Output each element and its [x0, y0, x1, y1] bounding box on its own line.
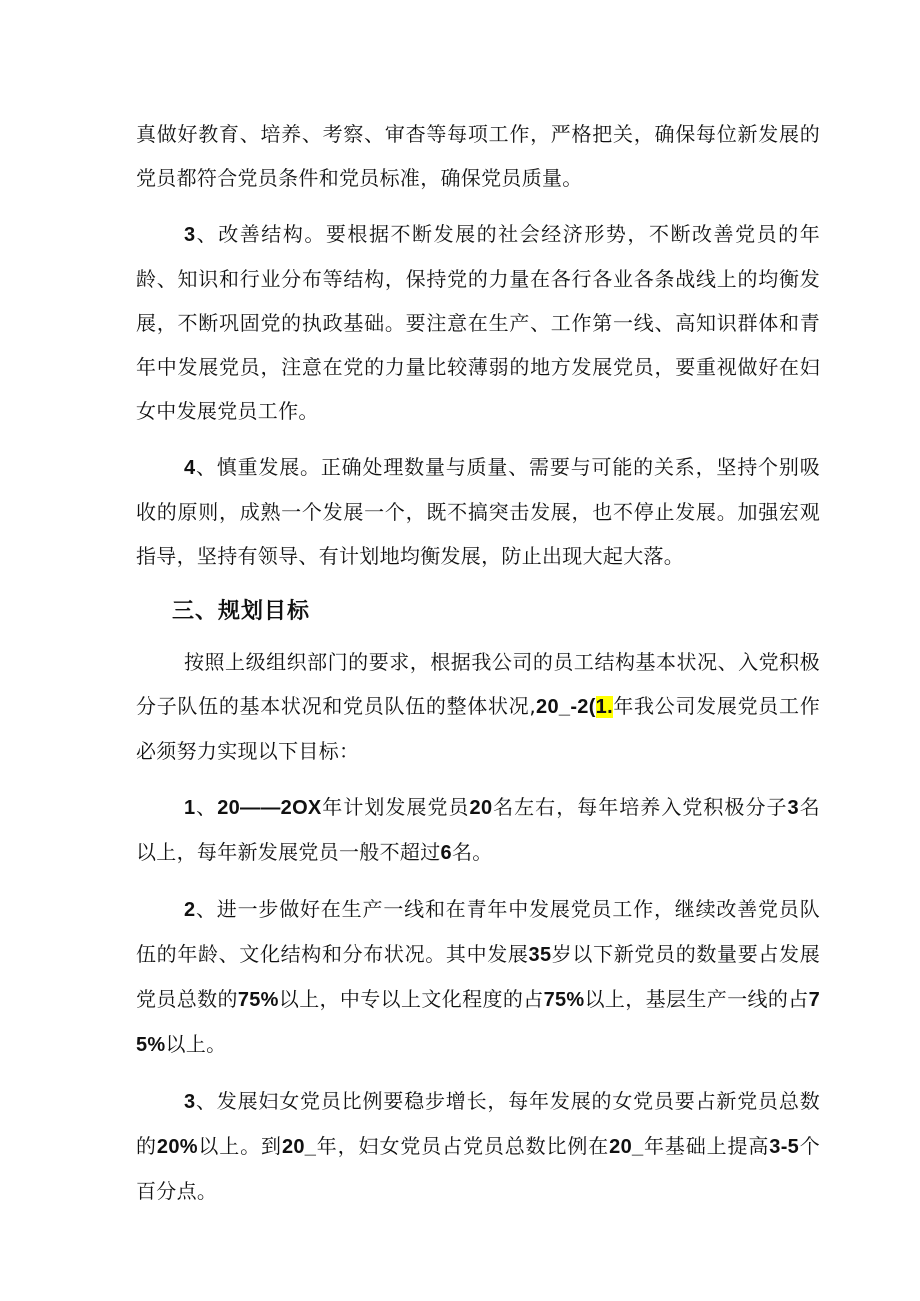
paragraph-text: 按照上级组织部门的要求，根据我公司的员工结构基本状况、入党积极分子队伍的基本状况和党员队伍的整体状况, — [136, 650, 820, 718]
item-number: 2 — [184, 899, 196, 921]
paragraph-text: 年计划发展党员 — [321, 795, 470, 819]
item-number: 4 — [184, 457, 196, 479]
number-value: 20% — [156, 1136, 198, 1158]
number-value: 20_ — [281, 1136, 317, 1158]
number-value: 35 — [528, 944, 552, 966]
paragraph-text: 名左右，每年培养入党积极分子 — [492, 795, 788, 819]
paragraph-text: 名以上，每年新发展党员一般不超过 — [136, 795, 820, 864]
paragraph-text: 年我公司发展党员工作必须努力实现以下目标： — [136, 694, 820, 763]
paragraph-goal-2 — [136, 887, 820, 1067]
item-number: 1 — [184, 797, 196, 819]
section-heading: 三、规划目标 — [172, 599, 311, 624]
number-value: 6 — [440, 842, 452, 864]
number-value: 75% — [136, 989, 820, 1056]
paragraph-text: 、发展妇女党员比例要稳步增长，每年发展的女党员要占新党员总数的 — [136, 1089, 820, 1158]
paragraph-quality — [136, 112, 820, 200]
number-value: 20——2OX — [217, 797, 322, 819]
item-number: 3 — [184, 1091, 196, 1113]
paragraph-text: 年，妇女党员占党员总数比例在 — [316, 1134, 610, 1158]
paragraph-text: 个百分点。 — [136, 1134, 820, 1203]
paragraph-structure — [136, 212, 820, 433]
number-value: 20 — [469, 797, 493, 819]
paragraph-text: 、进一步做好在生产一线和在青年中发展党员工作，继续改善党员队伍的年龄、文化结构和分布状况。其中发展 — [136, 897, 820, 966]
paragraph-text: 真做好教育、培养、考察、审杳等每项工作，严格把关，确保每位新发展的党员都符合党员条件和党员标准，确保党员质量。 — [136, 122, 820, 190]
paragraph-text: 以上，基层生产一线的占 — [584, 987, 809, 1011]
highlighted-text: 1. — [595, 696, 613, 718]
paragraph-text: 、改善结构。要根据不断发展的社会经济形势，不断改善党员的年龄、知识和行业分布等结构，保持党的力量在各行各业各条战线上的均衡发展，不断巩固党的执政基础。要注意在生产、工作第一线、高知识群体和青年中发展党员，注意在党的力量比较薄弱的地方发展党员，要重视做好在妇女中发展党员工作。 — [136, 222, 820, 423]
number-value: 20_ — [609, 1136, 644, 1158]
paragraph-goal-1 — [136, 785, 820, 875]
paragraph-prudent — [136, 445, 820, 578]
item-number: 3 — [184, 224, 196, 246]
paragraph-text: 岁以下新党员的数量要占发展党员总数的 — [136, 942, 820, 1011]
paragraph-text: 年基础上提高 — [643, 1134, 770, 1158]
number-value: 75% — [237, 989, 279, 1011]
paragraph-text: 名。 — [451, 840, 493, 864]
number-value: 3 — [787, 797, 799, 819]
paragraph-text: 以上。到 — [197, 1134, 282, 1158]
paragraph-text: 、 — [195, 795, 218, 819]
paragraph-intro — [136, 640, 820, 773]
paragraph-text: 、慎重发展。正确处理数量与质量、需要与可能的关系，坚持个别吸收的原则，成熟一个发展一个，既不搞突击发展，也不停止发展。加强宏观指导，坚持有领导、有计划地均衡发展，防止出现大起大落。 — [136, 455, 820, 568]
year-range: 20_-2( — [536, 696, 596, 718]
number-value: 3-5 — [769, 1136, 800, 1158]
number-value: 75% — [543, 989, 585, 1011]
paragraph-text: 以上，中专以上文化程度的占 — [278, 987, 544, 1011]
paragraph-goal-3 — [136, 1079, 820, 1213]
paragraph-text: 以上。 — [165, 1032, 227, 1056]
